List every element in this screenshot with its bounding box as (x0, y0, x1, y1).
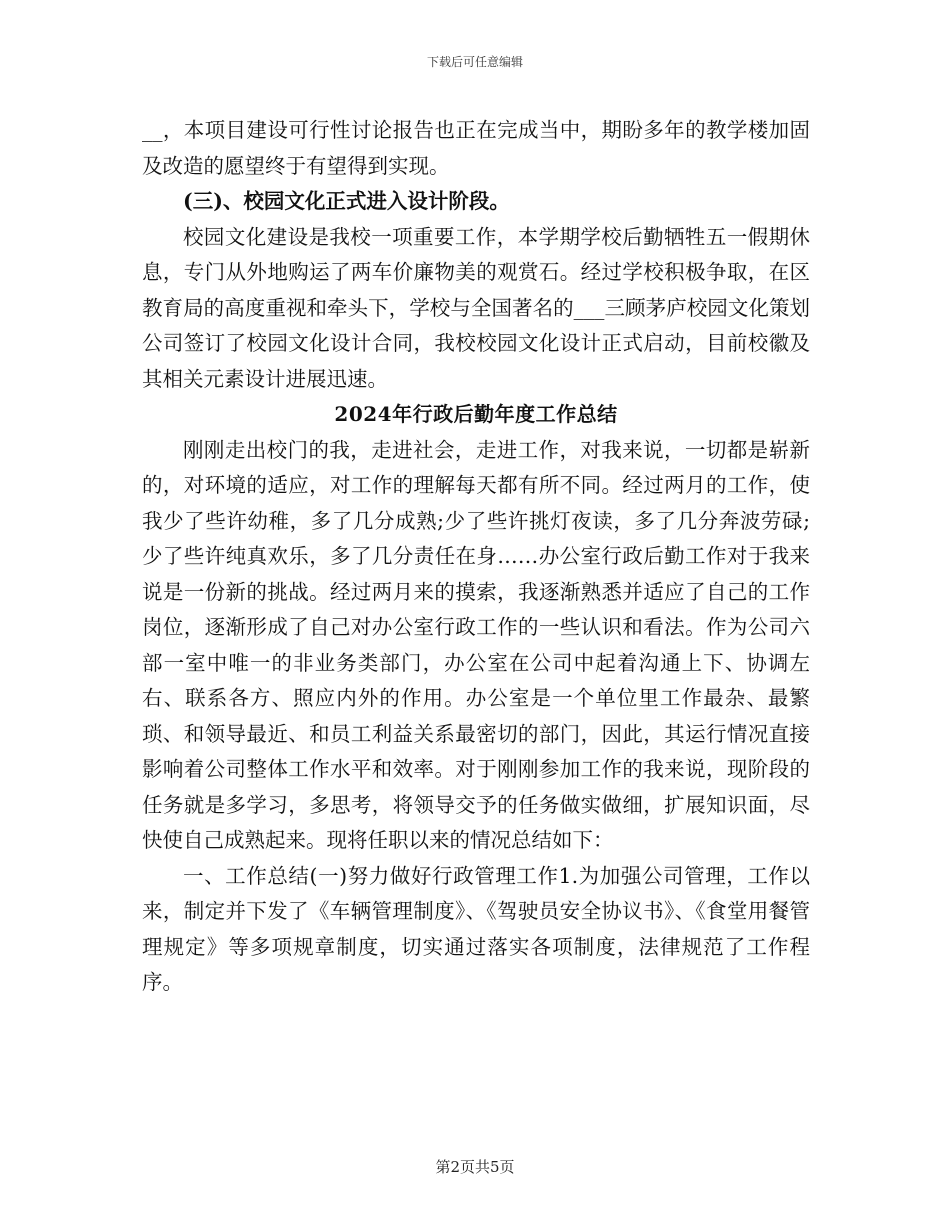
section-subheading: (三)、校园文化正式进入设计阶段。 (183, 189, 510, 213)
paragraph-work-summary: 一、工作总结(一)努力做好行政管理工作1.为加强公司管理，工作以来，制定并下发了《车辆管理制度》、《驾驶员安全协议书》、《食堂用餐管理规定》等多项规章制度，切实通过落实各项制度，法律规范了工作程序。 (142, 863, 810, 994)
paragraph-continued: __，本项目建设可行性讨论报告也正在完成当中，期盼多年的教学楼加固及改造的愿望终于有望得到实现。 (142, 118, 810, 178)
document-title: 2024年行政后勤年度工作总结 (334, 402, 618, 426)
paragraph-intro: 刚刚走出校门的我，走进社会，走进工作，对我来说，一切都是崭新的，对环境的适应，对工作的理解每天都有所不同。经过两月的工作，使我少了些许幼稚，多了几分成熟;少了些许挑灯夜读，多了几分奔波劳碌;少了些许纯真欢乐，多了几分责任在身……办公室行政后勤工作对于我来说是一份新的挑战。经过两月来的摸索，我逐渐熟悉并适应了自己的工作岗位，逐渐形成了自己对办公室行政工作的一些认识和看法。作为公司六部一室中唯一的非业务类部门，办公室在公司中起着沟通上下、协调左右、联系各方、照应内外的作用。办公室是一个单位里工作最杂、最繁琐、和领导最近、和员工利益关系最密切的部门，因此，其运行情况直接影响着公司整体工作水平和效率。对于刚刚参加工作的我来说，现阶段的任务就是多学习，多思考，将领导交予的任务做实做细，扩展知识面，尽快使自己成熟起来。现将任职以来的情况总结如下： (142, 437, 810, 852)
page-number: 第2页共5页 (435, 1158, 515, 1176)
document-body (142, 113, 810, 1001)
paragraph-campus-culture: 校园文化建设是我校一项重要工作，本学期学校后勤牺牲五一假期休息，专门从外地购运了两车价廉物美的观赏石。经过学校积极争取，在区教育局的高度重视和牵头下，学校与全国著名的___三顾茅庐校园文化策划公司签订了校园文化设计合同，我校校园文化设计正式启动，目前校徽及其相关元素设计进展迅速。 (142, 224, 810, 391)
page-header: 下载后可任意编辑 (426, 55, 523, 69)
